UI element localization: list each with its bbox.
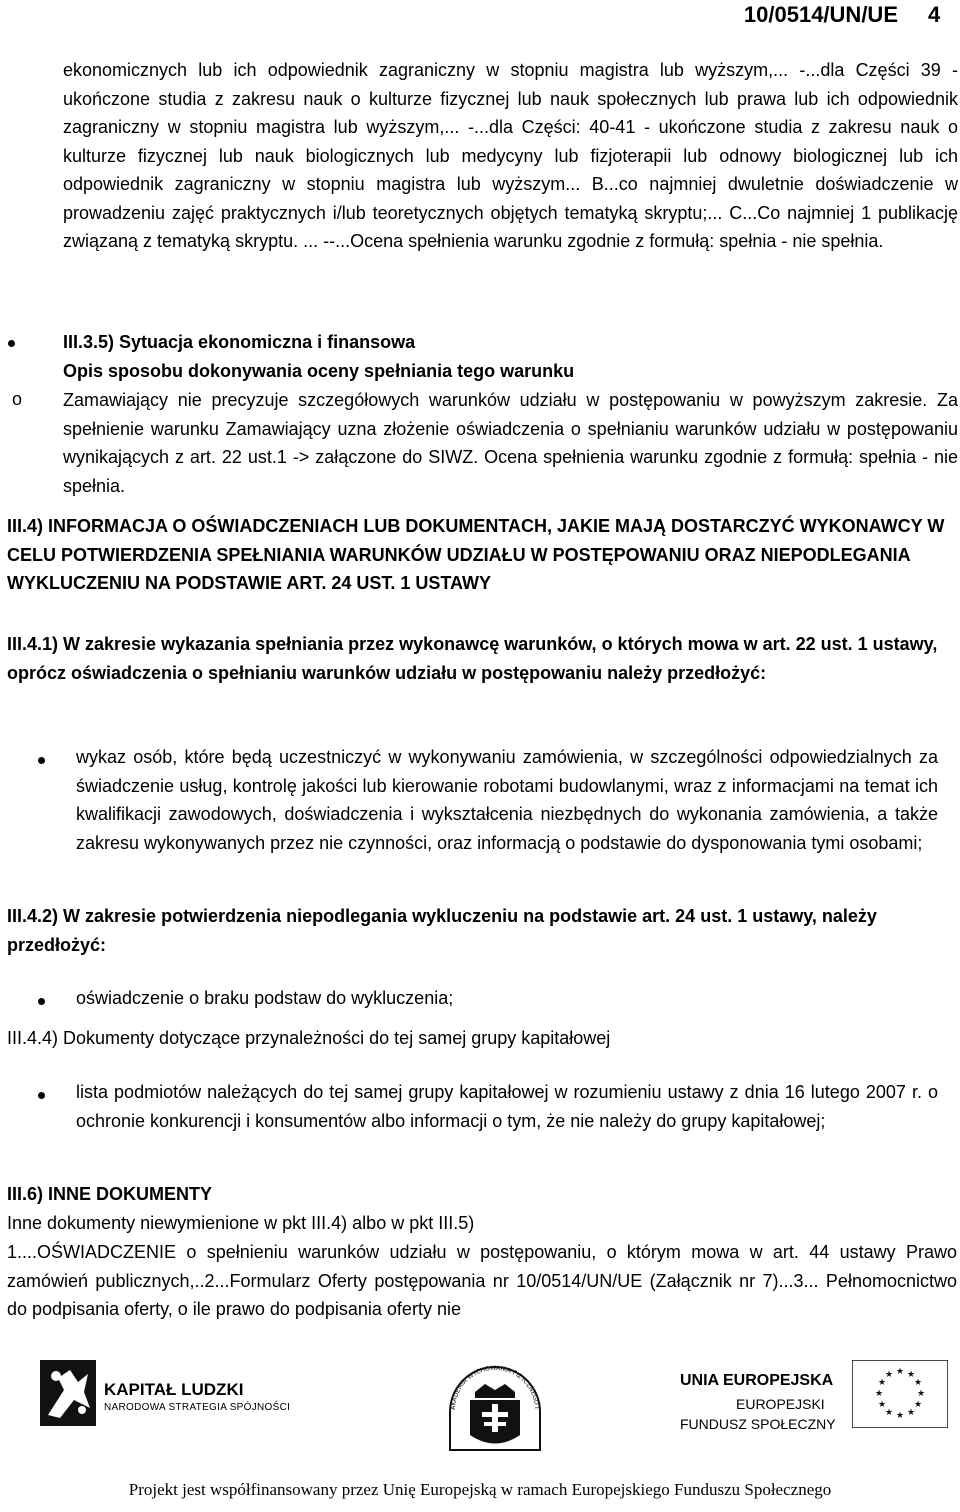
bullet-icon bbox=[38, 757, 45, 764]
section-heading-III-4: III.4) INFORMACJA O OŚWIADCZENIACH LUB DOKUMENTACH, JAKIE MAJĄ DOSTARCZYĆ WYKONAWCY W CELU POTWIERDZENIA SPEŁNIANIA WARUNKÓW UDZIAŁU W POSTĘPOWANIU ORAZ NIEPODLEGANIA WYKLUCZENIU NA PODSTAWIE ART. 24 UST. 1 USTAWY bbox=[7, 516, 945, 593]
svg-text:★: ★ bbox=[895, 1367, 905, 1377]
list-item-III-4-2: oświadczenie o braku podstaw do wykluczenia; bbox=[76, 988, 454, 1008]
svg-text:★: ★ bbox=[877, 1400, 887, 1410]
ue-subtitle-1: EUROPEJSKI bbox=[736, 1396, 825, 1412]
logo-bar bbox=[0, 1340, 960, 1470]
svg-text:★: ★ bbox=[913, 1400, 923, 1410]
section-subheading-III-4-1: III.4.1) W zakresie wykazania spełniania przez wykonawcę warunków, o których mowa w art. 22 ust. 1 ustawy, oprócz oświadczenia o spełnianiu warunków udziału w postępowaniu należy przedłożyć: bbox=[7, 634, 938, 683]
awfis-seal bbox=[440, 1340, 550, 1470]
list-item-III-4-1: wykaz osób, które będą uczestniczyć w wykonywaniu zamówienia, w szczególności odpowiedzialnych za świadczenie usług, kontrolę jakości lub kierowanie robotami budowlanymi, wraz z informacjami na temat ich kwalifikacji zawodowych, doświadczenia i wykształcenia niezbędnych do wykonania zamówienia, a także zakresu wykonywanych przez nie czynności, oraz informacją o podstawie do dysponowania tymi osobami; bbox=[76, 747, 938, 853]
kapital-ludzki-title: KAPITAŁ LUDZKI bbox=[104, 1380, 244, 1399]
awfis-seal-emblem-icon bbox=[440, 1340, 550, 1470]
continuation-paragraph: ekonomicznych lub ich odpowiednik zagraniczny w stopniu magistra lub wyższym,... -...dla Części 39 - ukończone studia z zakresu nauk o kulturze fizycznej lub nauk społecznych lub prawa lub ich odpowiednik zagraniczny w stopniu magistra lub wyższym,... -...dla Części: 40-41 - ukończone studia z zakresu nauk o kulturze fizycznej lub nauk biologicznych lub medycyny lub fizjoterapii lub odnowy biologicznej lub ich odpowiednik zagraniczny w stopniu magistra lub wyższym... B...co najmniej dwuletnie doświadczenie w prowadzeniu zajęć praktycznych i/lub teoretycznych objętych tematyką skryptu;... C...Co najmniej 1 publikację związaną z tematyką skryptu. ... --...Ocena spełnienia warunku zgodnie z formułą: spełnia - nie spełnia. bbox=[63, 60, 958, 251]
page-header bbox=[743, 2, 941, 28]
circle-bullet-icon: o bbox=[12, 389, 23, 409]
ue-subtitle-2: FUNDUSZ SPOŁECZNY bbox=[680, 1416, 836, 1432]
unia-europejska-logo bbox=[680, 1367, 950, 1442]
list-item-III-4-4: lista podmiotów należących do tej samej grupy kapitałowej w rozumieniu ustawy z dnia 16 lutego 2007 r. o ochronie konkurencji i konsumentów albo informacji o tym, że nie należy do grupy kapitałowej; bbox=[76, 1082, 938, 1131]
svg-text:★: ★ bbox=[884, 1408, 894, 1418]
svg-text:★: ★ bbox=[895, 1411, 905, 1421]
section-title-III-3-5: III.3.5) Sytuacja ekonomiczna i finansowa bbox=[63, 332, 416, 352]
bullet-icon bbox=[8, 340, 15, 347]
section-subheading-III-4-4: III.4.4) Dokumenty dotyczące przynależności do tej samej grupy kapitałowej bbox=[7, 1028, 611, 1048]
svg-text:★: ★ bbox=[906, 1408, 916, 1418]
svg-text:★: ★ bbox=[877, 1378, 887, 1388]
ue-title: UNIA EUROPEJSKA bbox=[680, 1372, 834, 1389]
page-number: 4 bbox=[928, 2, 941, 27]
svg-text:★: ★ bbox=[884, 1370, 894, 1380]
svg-text:★: ★ bbox=[906, 1370, 916, 1380]
page-footer: Projekt jest współfinansowany przez Unię Europejską w ramach Europejskiego Funduszu Społecznego bbox=[128, 1480, 832, 1499]
svg-text:★: ★ bbox=[916, 1389, 926, 1399]
bullet-icon bbox=[38, 998, 45, 1005]
kapital-ludzki-logo bbox=[40, 1360, 291, 1430]
svg-text:★: ★ bbox=[913, 1378, 923, 1388]
svg-text:★: ★ bbox=[874, 1389, 884, 1399]
section-intro-III-6: Inne dokumenty niewymienione w pkt III.4) albo w pkt III.5) bbox=[7, 1213, 475, 1233]
section-text-III-6: 1....OŚWIADCZENIE o spełnieniu warunków udziału w postępowaniu, o którym mowa w art. 44 ustawy Prawo zamówień publicznych,..2...Formularz Oferty postępowania nr 10/0514/UN/UE (Załącznik nr 7)...3... Pełnomocnictwo do podpisania oferty, o ile prawo do podpisania oferty nie bbox=[7, 1242, 957, 1319]
bullet-icon bbox=[38, 1092, 45, 1099]
kapital-ludzki-subtitle: NARODOWA STRATEGIA SPÓJNOŚCI bbox=[104, 1402, 291, 1413]
section-subheading-III-4-2: III.4.2) W zakresie potwierdzenia niepodlegania wykluczeniu na podstawie art. 24 ust. 1 ustawy, należy przedłożyć: bbox=[7, 906, 877, 955]
svg-text:AKADEMIA WYCHOWANIA FIZYCZNEGO: AKADEMIA WYCHOWANIA FIZYCZNEGO I bbox=[449, 1364, 540, 1411]
eu-flag-icon bbox=[852, 1360, 948, 1428]
document-id: 10/0514/UN/UE bbox=[743, 2, 898, 27]
section-text-III-3-5: Zamawiający nie precyzuje szczegółowych warunków udziału w postępowaniu w powyższym zakresie. Za spełnienie warunku Zamawiający uzna złożenie oświadczenia o spełnianiu warunków udziału w postępowaniu wynikających z art. 22 ust.1 -> załączone do SIWZ. Ocena spełnienia warunku zgodnie z formułą: spełnia - nie spełnia. bbox=[63, 390, 958, 496]
section-title-III-6: III.6) INNE DOKUMENTY bbox=[7, 1184, 213, 1204]
section-subtitle-III-3-5: Opis sposobu dokonywania oceny spełniania tego warunku bbox=[63, 361, 575, 381]
kapital-ludzki-emblem-icon bbox=[40, 1360, 96, 1426]
